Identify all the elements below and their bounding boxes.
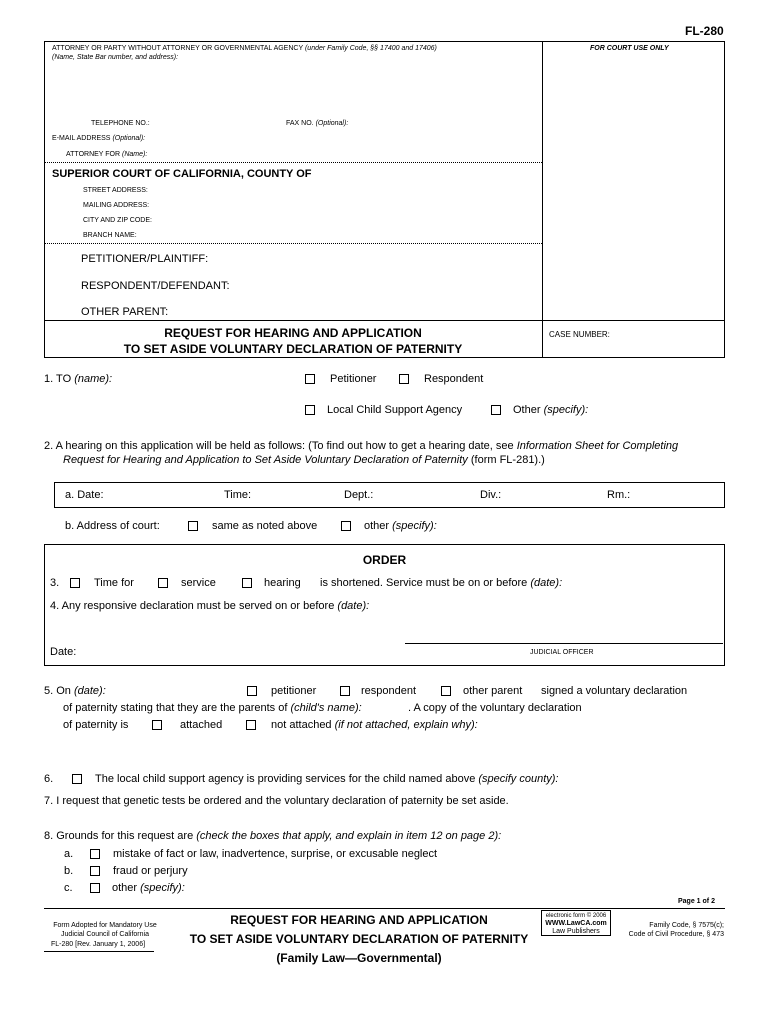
- footer-title: [174, 911, 544, 968]
- footer-adopted-line1: Form Adopted for Mandatory Use: [53, 922, 157, 929]
- item8-a-text: mistake of fact or law, inadvertence, surprise, or excusable neglect: [113, 848, 438, 860]
- item1-other-text: Other: [513, 404, 541, 416]
- hearing-date-label: a. Date:: [65, 489, 104, 501]
- item1-name: (name):: [74, 373, 113, 385]
- item5-petitioner-label: petitioner: [271, 685, 317, 697]
- item1-petitioner-checkbox[interactable]: [305, 374, 315, 384]
- hearing-dept-label: Dept.:: [344, 489, 374, 501]
- item2-line1: [44, 440, 678, 452]
- item5-respondent-checkbox[interactable]: [340, 686, 350, 696]
- item5-line3: of paternity is: [63, 719, 129, 731]
- item5-date: (date):: [73, 685, 106, 697]
- attorney-for-text: ATTORNEY FOR: [66, 151, 121, 158]
- item5-petitioner-checkbox[interactable]: [247, 686, 257, 696]
- order-title: ORDER: [362, 553, 407, 567]
- item8-a-checkbox[interactable]: [90, 849, 100, 859]
- item1-respondent-label: Respondent: [424, 373, 484, 385]
- footer-citations: [612, 921, 724, 939]
- service-label: service: [181, 577, 216, 589]
- item2-text-a: 2. A hearing on this application will be held as follows: (To find out how to get a hearing date, see: [44, 440, 514, 452]
- page-number: Page 1 of 2: [678, 898, 715, 905]
- item1-lcsa-checkbox[interactable]: [305, 405, 315, 415]
- address-same-checkbox[interactable]: [188, 521, 198, 531]
- footer-revision: FL-280 [Rev. January 1, 2006]: [51, 941, 146, 948]
- item1-respondent-checkbox[interactable]: [399, 374, 409, 384]
- item6-main: The local child support agency is providing services for the child named above: [95, 773, 476, 785]
- hearing-label: hearing: [264, 577, 301, 589]
- lawca-line3: Law Publishers: [552, 928, 600, 935]
- judicial-officer-line: [405, 643, 723, 644]
- footer-title-line1: REQUEST FOR HEARING AND APPLICATION: [230, 913, 488, 927]
- hearing-div-label: Div.:: [480, 489, 502, 501]
- form-title-line1: REQUEST FOR HEARING AND APPLICATION: [164, 326, 422, 340]
- item1-num: 1.: [44, 373, 54, 385]
- telephone-label: TELEPHONE NO.:: [91, 120, 150, 127]
- item5-on: [44, 685, 106, 697]
- footer-cite-line2: Code of Civil Procedure, § 473: [628, 931, 724, 938]
- hearing-rm-label: Rm.:: [607, 489, 631, 501]
- lawca-line2: WWW.LawCA.com: [545, 920, 607, 927]
- shortened-main: is shortened. Service must be on or before: [320, 577, 528, 589]
- item8-b-checkbox[interactable]: [90, 866, 100, 876]
- street-address-label: STREET ADDRESS:: [83, 187, 148, 194]
- item1-lcsa-label: Local Child Support Agency: [327, 404, 463, 416]
- attorney-subheader: (Name, State Bar number, and address):: [52, 54, 179, 61]
- court-use-only: FOR COURT USE ONLY: [590, 45, 669, 52]
- item3-num: 3.: [50, 577, 60, 589]
- judicial-officer-label: JUDICIAL OFFICER: [530, 649, 594, 656]
- item8-b-text: fraud or perjury: [113, 865, 188, 877]
- footer-adopted: [40, 921, 170, 939]
- item6-specify: (specify county):: [478, 773, 559, 785]
- item8-c-main: other: [112, 882, 138, 894]
- petitioner-plaintiff-label: PETITIONER/PLAINTIFF:: [81, 253, 209, 265]
- footer-title-line2: TO SET ASIDE VOLUNTARY DECLARATION OF PATERNITY: [189, 932, 529, 946]
- item2-text-a-italic: Information Sheet for Completing: [516, 440, 679, 452]
- item8-a-label: a.: [64, 848, 74, 860]
- item5-other-parent-label: other parent: [463, 685, 523, 697]
- attorney-header-cite: (under Family Code, §§ 17400 and 17406): [304, 45, 437, 52]
- item7-text: 7. I request that genetic tests be ordered and the voluntary declaration of paternity be set aside.: [44, 795, 509, 807]
- item5-explain: (if not attached, explain why):: [334, 719, 478, 731]
- city-zip-label: CITY AND ZIP CODE:: [83, 217, 152, 224]
- item5-other-parent-checkbox[interactable]: [441, 686, 451, 696]
- lawca-line1: electronic form © 2006: [545, 913, 607, 919]
- address-other-checkbox[interactable]: [341, 521, 351, 531]
- item5-line2: [63, 702, 362, 714]
- shortened-text: [320, 577, 562, 589]
- item3-checkbox[interactable]: [70, 578, 80, 588]
- item5-on-text: 5. On: [44, 685, 71, 697]
- form-number: FL-280: [685, 24, 724, 38]
- item4-date: (date):: [337, 600, 370, 612]
- hearing-checkbox[interactable]: [242, 578, 252, 588]
- item5-childs-name: (child's name):: [290, 702, 362, 714]
- respondent-defendant-label: RESPONDENT/DEFENDANT:: [81, 280, 230, 292]
- item8-intro: [44, 830, 501, 842]
- attorney-header-text: ATTORNEY OR PARTY WITHOUT ATTORNEY OR GOVERNMENTAL AGENCY: [52, 45, 304, 52]
- item6-num: 6.: [44, 773, 54, 785]
- item5-not-attached-label: [271, 719, 478, 731]
- form-title-line2: TO SET ASIDE VOLUNTARY DECLARATION OF PATERNITY: [123, 342, 463, 356]
- item5-attached-label: attached: [180, 719, 223, 731]
- item8-intro-italic: (check the boxes that apply, and explain in item 12 on page 2):: [196, 830, 502, 842]
- court-divider: [44, 243, 542, 244]
- item8-c-specify: (specify):: [140, 882, 185, 894]
- footer-revision-rule: [44, 951, 154, 952]
- hearing-time-label: Time:: [224, 489, 252, 501]
- address-of-court-label: b. Address of court:: [65, 520, 160, 532]
- item1-petitioner-label: Petitioner: [330, 373, 377, 385]
- address-same-label: same as noted above: [212, 520, 318, 532]
- item1-other-specify: (specify):: [543, 404, 589, 416]
- item5-attached-checkbox[interactable]: [152, 720, 162, 730]
- item5-respondent-label: respondent: [361, 685, 417, 697]
- item5-signed-text: signed a voluntary declaration: [541, 685, 688, 697]
- service-checkbox[interactable]: [158, 578, 168, 588]
- item8-intro-text: 8. Grounds for this request are: [44, 830, 194, 842]
- item6-text: [95, 773, 558, 785]
- item6-checkbox[interactable]: [72, 774, 82, 784]
- attorney-for-label: [66, 151, 147, 158]
- item2-text-b-italic: Request for Hearing and Application to Set Aside Voluntary Declaration of Paternity: [63, 454, 468, 466]
- fax-label: [286, 120, 348, 127]
- address-other-specify: (specify):: [392, 520, 437, 532]
- item5-not-attached-checkbox[interactable]: [246, 720, 256, 730]
- item2-line2: [63, 454, 545, 466]
- item5-line2-a: of paternity stating that they are the parents of: [63, 702, 288, 714]
- item4-main: 4. Any responsive declaration must be served on or before: [50, 600, 335, 612]
- item8-c-label: c.: [64, 882, 73, 894]
- item5-not-attached-text: not attached: [271, 719, 332, 731]
- item2-text-b-rest: (form FL-281).): [470, 454, 545, 466]
- footer-rule: [44, 908, 725, 909]
- court-title: SUPERIOR COURT OF CALIFORNIA, COUNTY OF: [52, 168, 312, 180]
- order-date-label: Date:: [50, 646, 77, 658]
- case-number-label: CASE NUMBER:: [549, 330, 610, 339]
- item1-other-label: [513, 404, 588, 416]
- attorney-header: [52, 45, 437, 52]
- lawca-logo: [541, 910, 611, 936]
- branch-name-label: BRANCH NAME:: [83, 232, 137, 239]
- fax-label-text: FAX NO.: [286, 120, 314, 127]
- court-use-divider: [542, 41, 543, 358]
- time-for-label: Time for: [94, 577, 134, 589]
- item1-to: [44, 373, 112, 385]
- form-title: [44, 325, 542, 357]
- item1-to-text: TO: [56, 373, 72, 385]
- other-parent-label: OTHER PARENT:: [81, 306, 169, 318]
- footer-adopted-line2: Judicial Council of California: [61, 931, 149, 938]
- attorney-for-name: (Name):: [122, 151, 148, 158]
- item5-line2-b: . A copy of the voluntary declaration: [408, 702, 582, 714]
- email-label-text: E-MAIL ADDRESS: [52, 135, 111, 142]
- attorney-divider: [44, 162, 542, 163]
- item1-other-checkbox[interactable]: [491, 405, 501, 415]
- address-other-text: other: [364, 520, 390, 532]
- item4-text: [50, 600, 369, 612]
- item8-b-label: b.: [64, 865, 74, 877]
- footer-cite-line1: Family Code, § 7575(c);: [649, 922, 724, 929]
- address-other-label: [364, 520, 437, 532]
- shortened-date: (date):: [530, 577, 563, 589]
- item8-c-text: [112, 882, 185, 894]
- email-optional: (Optional):: [112, 135, 146, 142]
- parties-divider: [44, 320, 725, 321]
- email-label: [52, 135, 145, 142]
- footer-title-line3: (Family Law—Governmental): [276, 951, 442, 965]
- fax-optional: (Optional):: [315, 120, 349, 127]
- mailing-address-label: MAILING ADDRESS:: [83, 202, 150, 209]
- item8-c-checkbox[interactable]: [90, 883, 100, 893]
